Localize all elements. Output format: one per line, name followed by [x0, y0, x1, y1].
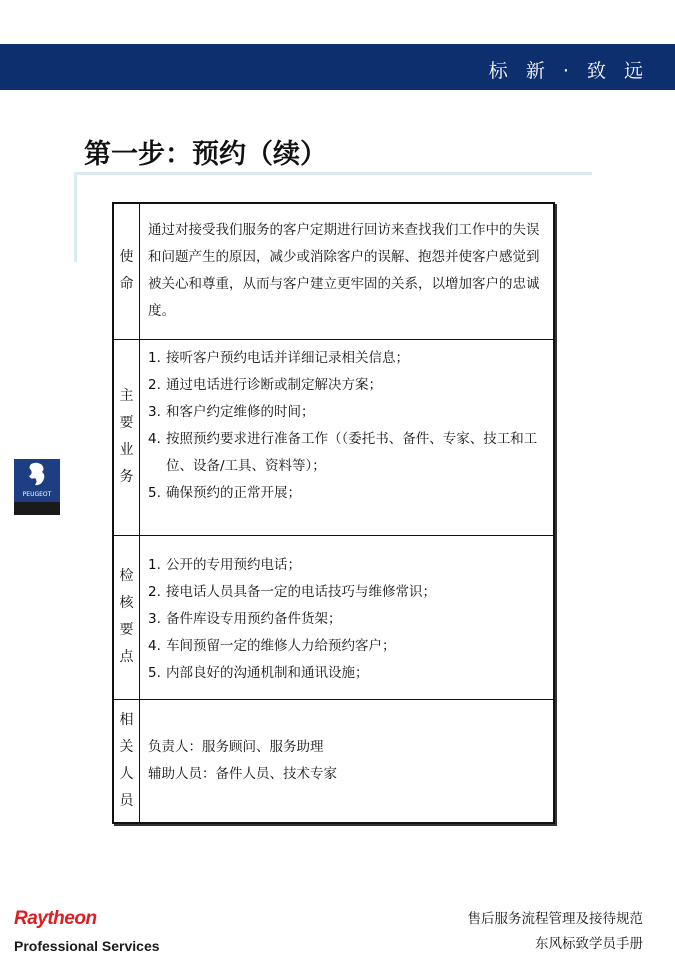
- label-tasks: 主 要 业 务: [113, 339, 140, 535]
- label-staff: 相 关 人 员: [113, 699, 140, 823]
- table-row-mission: [113, 203, 554, 339]
- checkpoints-list: [148, 552, 545, 687]
- footer-doc-subtitle: 东风标致学员手册: [535, 936, 643, 952]
- list-item: 1. 接听客户预约电话并详细记录相关信息；: [148, 349, 409, 366]
- title-divider: [74, 172, 592, 175]
- table-row-tasks: [113, 339, 554, 535]
- footer-doc-title: 售后服务流程管理及接待规范: [467, 911, 643, 927]
- list-item: 1. 公开的专用预约电话；: [148, 556, 301, 573]
- peugeot-brand-text: PEUGEOT: [22, 491, 52, 498]
- list-item: 3. 备件库设专用预约备件货架；: [148, 610, 342, 627]
- list-item: 3. 和客户约定维修的时间；: [148, 403, 315, 420]
- dongfeng-peugeot-badge: [14, 502, 60, 515]
- list-item: 4. 按照预约要求进行准备工作（（委托书、备件、专家、技工和工位、设备/工具、资料等）；: [148, 430, 538, 474]
- table-row-staff: [113, 699, 554, 823]
- raytheon-logo: Raytheon: [14, 908, 97, 929]
- lion-logo-icon: [14, 459, 60, 491]
- staff-assistants: 辅助人员：备件人员、技术专家: [148, 765, 337, 782]
- raytheon-logo-subtitle: Professional Services: [14, 938, 160, 954]
- mission-text: 通过对接受我们服务的客户定期进行回访来查找我们工作中的失误和问题产生的原因，减少或消除客户的误解、抱怨并使客户感觉到被关心和尊重，从而与客户建立更牢固的关系，以增加客户的忠诚度。: [140, 203, 555, 339]
- page-title: 第一步：预约（续）: [84, 139, 327, 170]
- list-item: 5. 确保预约的正常开展；: [148, 484, 301, 501]
- list-item: 5. 内部良好的沟通机制和通讯设施；: [148, 664, 369, 681]
- checkpoints-list-cell: [140, 535, 555, 699]
- table-row-checkpoints: [113, 535, 554, 699]
- footer-doc-info: [468, 907, 644, 957]
- peugeot-logo: [14, 459, 60, 515]
- tasks-list-cell: [140, 339, 555, 535]
- list-item: 4. 车间预留一定的维修人力给预约客户；: [148, 637, 396, 654]
- appointment-table: [112, 202, 555, 824]
- tasks-list: [148, 345, 545, 507]
- header-slogan: 标 新 · 致 远: [488, 60, 649, 82]
- label-mission: 使 命: [113, 203, 140, 339]
- list-item: 2. 接电话人员具备一定的电话技巧与维修常识；: [148, 583, 436, 600]
- staff-cell: [140, 699, 555, 823]
- label-checkpoints: 检 核 要 点: [113, 535, 140, 699]
- title-divider-vertical: [74, 172, 77, 262]
- staff-owner: 负责人：服务顾问、服务助理: [148, 738, 324, 755]
- list-item: 2. 通过电话进行诊断或制定解决方案；: [148, 376, 382, 393]
